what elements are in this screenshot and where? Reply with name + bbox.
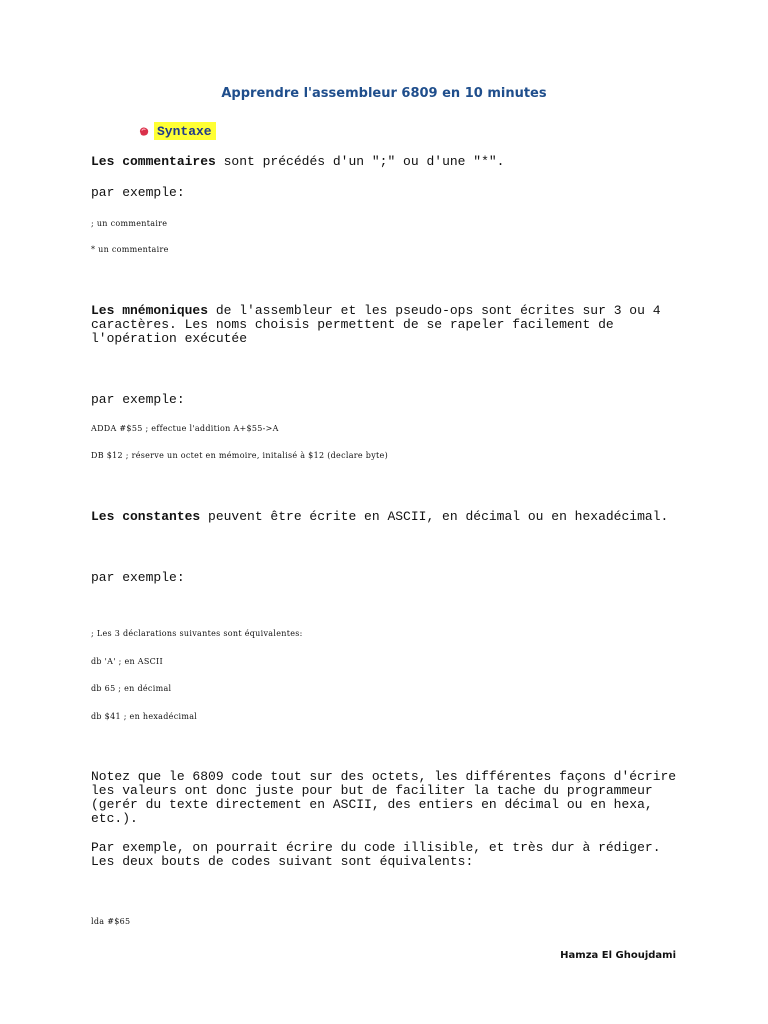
- mnemonics-paragraph: [91, 304, 661, 317]
- comments-paragraph: [91, 155, 504, 168]
- author-name: Hamza El Ghoujdami: [560, 950, 676, 961]
- red-bullet-icon: [139, 126, 150, 137]
- section-label: Syntaxe: [154, 122, 216, 140]
- constants-text: peuvent être écrite en ASCII, en décimal ou en hexadécimal.: [200, 509, 669, 524]
- note-line-2: les valeurs ont donc juste pour but de faciliter la tache du programmeur: [91, 783, 653, 798]
- comments-text: sont précédés d'un ";" ou d'une "*".: [215, 154, 505, 169]
- comments-example-label: par exemple:: [91, 185, 185, 200]
- note-line-1: Notez que le 6809 code tout sur des octets, les différentes façons d'écrire: [91, 769, 677, 784]
- mnemonics-text: de l'assembleur et les pseudo-ops sont écrites sur 3 ou 4: [208, 303, 661, 318]
- note-line-4: etc.).: [91, 811, 138, 826]
- page-title: Apprendre l'assembleur 6809 en 10 minutes: [221, 86, 547, 101]
- mnemonics-line-2: caractères. Les noms choisis permettent de se rapeler facilement de: [91, 317, 614, 332]
- comment-example-1: ; un commentaire: [91, 219, 168, 228]
- code-example: lda #$65: [91, 917, 131, 926]
- constant-example-3: db 65 ; en décimal: [91, 684, 172, 693]
- mnemonics-term: Les mnémoniques: [91, 303, 209, 318]
- section-heading: [139, 122, 216, 140]
- note-line-3: (gerér du texte directement en ASCII, des entiers en décimal ou en hexa,: [91, 797, 653, 812]
- constant-example-4: db $41 ; en hexadécimal: [91, 712, 198, 721]
- constants-example-label: par exemple:: [91, 570, 185, 585]
- mnemonic-example-1: ADDA #$55 ; effectue l'addition A+$55->A: [91, 424, 279, 433]
- mnemonics-line-3: l'opération exécutée: [91, 331, 248, 346]
- comments-term: Les commentaires: [91, 154, 216, 169]
- constants-term: Les constantes: [91, 509, 201, 524]
- constant-example-2: db 'A' ; en ASCII: [91, 657, 163, 666]
- illisible-line-1: Par exemple, on pourrait écrire du code illisible, et très dur à rédiger.: [91, 840, 661, 855]
- comment-example-2: * un commentaire: [91, 245, 169, 254]
- illisible-line-2: Les deux bouts de codes suivant sont équivalents:: [91, 854, 474, 869]
- mnemonics-example-label: par exemple:: [91, 392, 185, 407]
- constants-paragraph: [91, 510, 668, 523]
- mnemonic-example-2: DB $12 ; réserve un octet en mémoire, initalisé à $12 (declare byte): [91, 451, 388, 460]
- constant-example-1: ; Les 3 déclarations suivantes sont équivalentes:: [91, 629, 303, 638]
